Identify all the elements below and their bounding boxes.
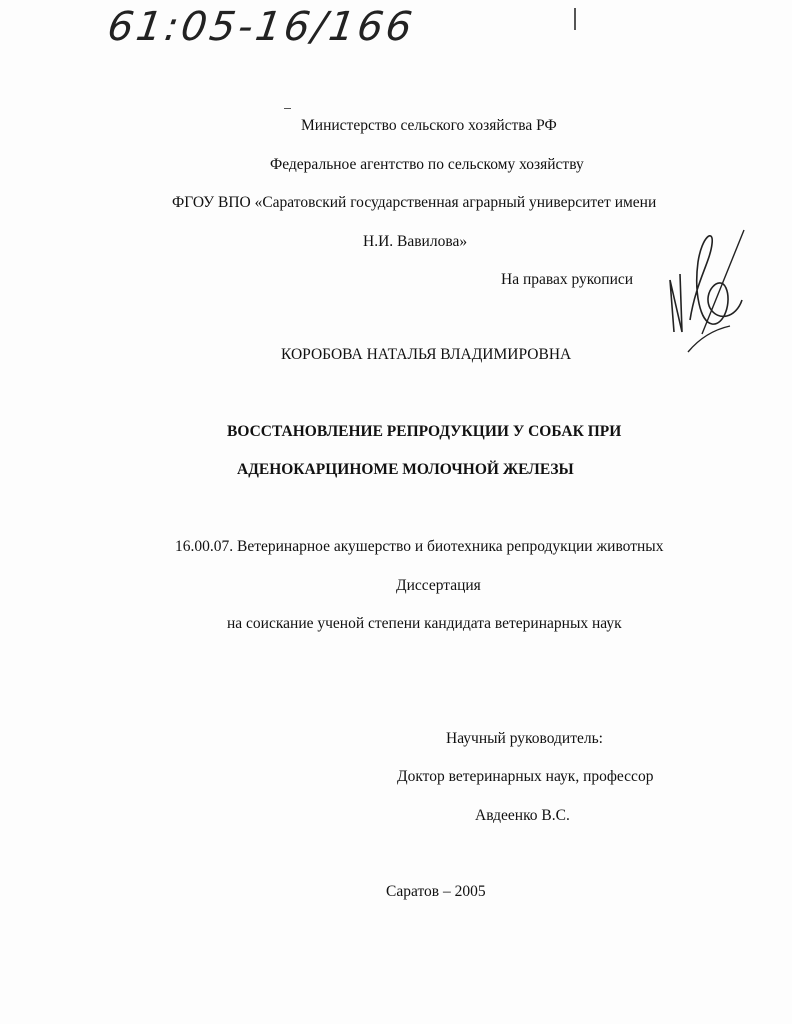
specialty-code: 16.00.07. Ветеринарное акушерство и биотехника репродукции животных (175, 538, 664, 555)
supervisor-label: Научный руководитель: (446, 730, 603, 747)
supervisor-title: Доктор ветеринарных наук, профессор (397, 768, 654, 785)
signature-mark (652, 222, 752, 367)
university-name-line-2: Н.И. Вавилова» (363, 233, 468, 250)
degree-sought: на соискание ученой степени кандидата ветеринарных наук (227, 615, 622, 632)
scan-mark-dash (284, 108, 291, 109)
document-type: Диссертация (396, 577, 481, 594)
handwritten-archive-code: 61:05-16/166 (104, 4, 418, 50)
ministry-name: Министерство сельского хозяйства РФ (301, 117, 557, 134)
dissertation-title-line-2: АДЕНОКАРЦИНОМЕ МОЛОЧНОЙ ЖЕЛЕЗЫ (237, 461, 574, 478)
supervisor-name: Авдеенко В.С. (475, 807, 570, 824)
city-and-year: Саратов – 2005 (386, 883, 486, 900)
rights-reserved-note: На правах рукописи (501, 271, 634, 288)
agency-name: Федеральное агентство по сельскому хозяйству (270, 156, 584, 173)
university-name-line-1: ФГОУ ВПО «Саратовский государственная аграрный университет имени (172, 194, 657, 211)
author-name: КОРОБОВА НАТАЛЬЯ ВЛАДИМИРОВНА (281, 346, 572, 363)
dissertation-title-line-1: ВОССТАНОВЛЕНИЕ РЕПРОДУКЦИИ У СОБАК ПРИ (227, 423, 622, 440)
scan-mark-vertical (574, 8, 576, 30)
